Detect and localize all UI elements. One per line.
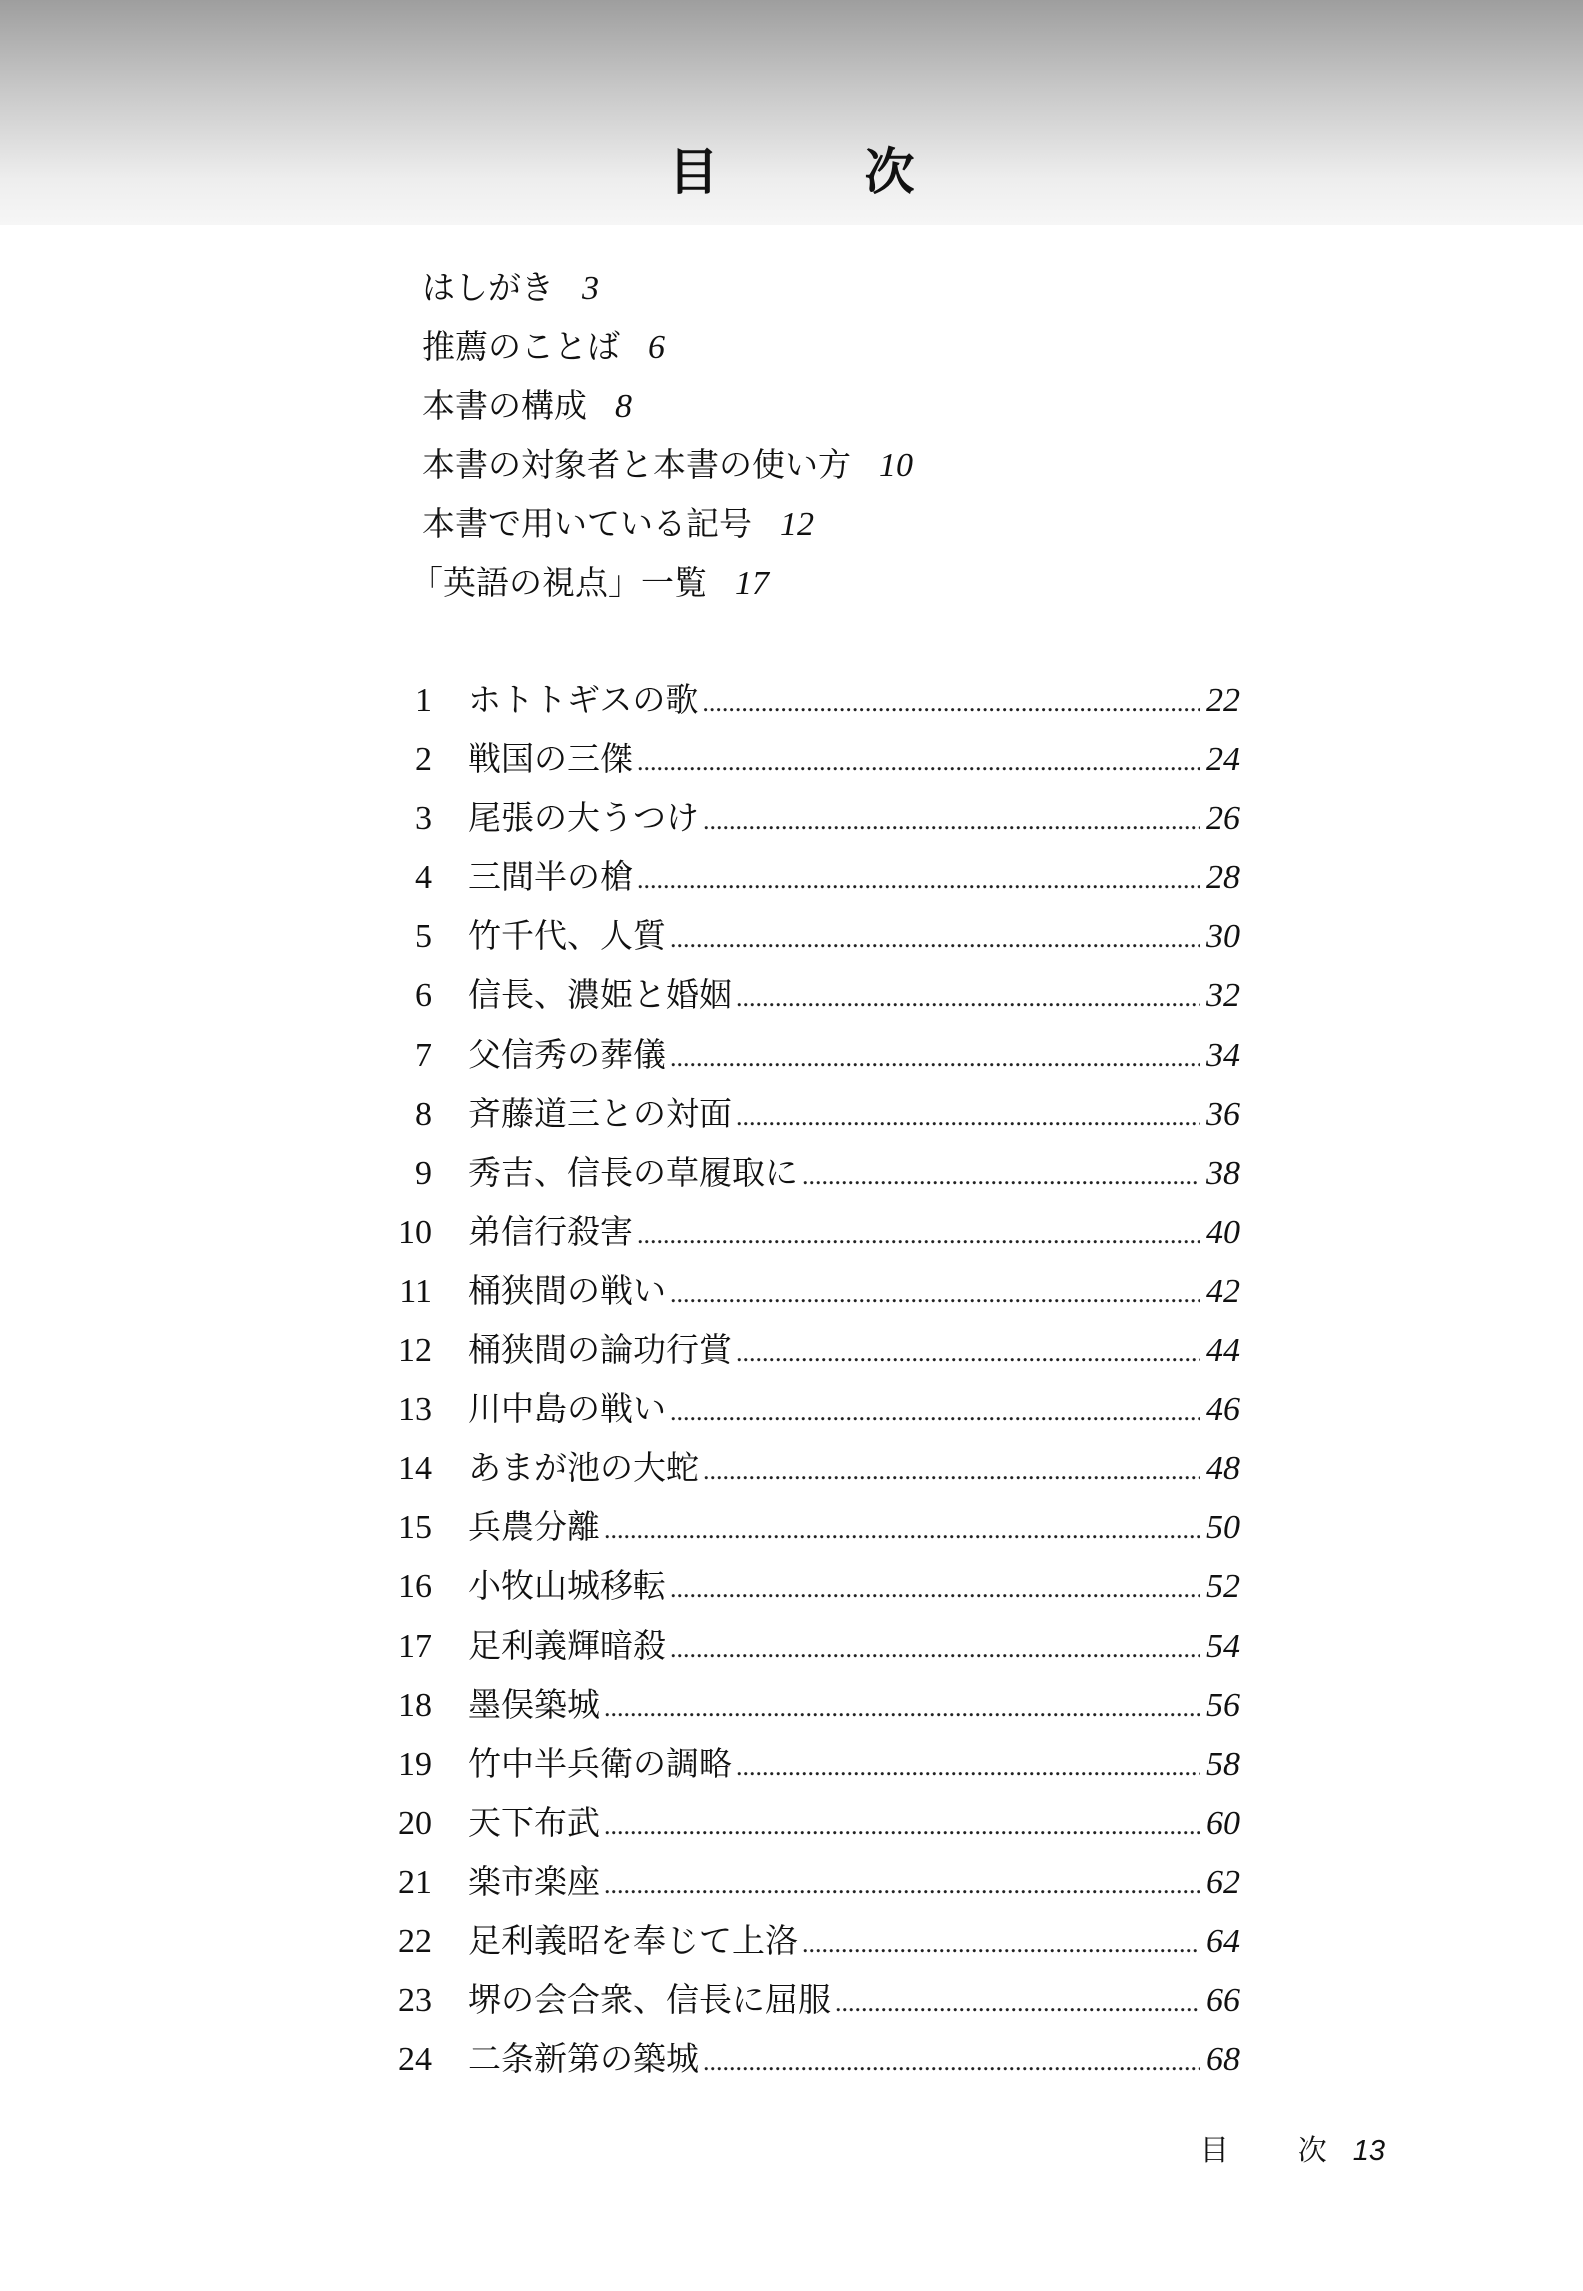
front-matter-page: 10 [879, 447, 913, 484]
toc-entry[interactable] [380, 1915, 1240, 1974]
front-matter-item[interactable] [422, 262, 913, 321]
toc-entry-title: ホトトギスの歌 [468, 680, 699, 719]
toc-dot-leader [835, 1977, 1200, 2029]
toc-list [380, 674, 1240, 2092]
toc-dot-leader [736, 1327, 1200, 1379]
toc-entry[interactable] [380, 1679, 1240, 1738]
toc-entry[interactable] [380, 733, 1240, 792]
toc-dot-leader [703, 1445, 1200, 1497]
front-matter-label: はしがき [422, 268, 554, 307]
footer-page-number: 13 [1352, 2135, 1385, 2167]
toc-entry-title: あまが池の大蛇 [468, 1448, 699, 1488]
toc-entry-number: 9 [415, 1154, 432, 1192]
toc-entry-page: 54 [1206, 1627, 1240, 1665]
toc-entry[interactable] [380, 1324, 1240, 1383]
front-matter-label: 本書の構成 [422, 386, 587, 425]
toc-entry-number: 14 [398, 1450, 432, 1488]
toc-dot-leader [702, 677, 1200, 729]
toc-entry-title: 足利義昭を奉じて上洛 [468, 1920, 798, 1960]
toc-entry-title: 戦国の三傑 [468, 739, 633, 779]
front-matter-label: 「英語の視点」一覧 [410, 563, 707, 602]
toc-entry-number: 2 [415, 741, 432, 779]
toc-entry-page: 30 [1206, 918, 1240, 956]
toc-entry[interactable] [380, 1560, 1240, 1619]
toc-entry[interactable] [380, 1974, 1240, 2033]
toc-entry-page: 26 [1206, 800, 1240, 838]
toc-entry-page: 46 [1206, 1391, 1240, 1429]
toc-entry[interactable] [380, 674, 1240, 733]
toc-entry-number: 22 [398, 1922, 432, 1960]
front-matter-label: 本書で用いている記号 [422, 504, 752, 543]
front-matter-item[interactable] [422, 380, 913, 439]
toc-entry-page: 56 [1206, 1686, 1240, 1724]
toc-entry-number: 21 [398, 1863, 432, 1901]
toc-entry-page: 38 [1206, 1154, 1240, 1192]
front-matter-label: 推薦のことば [422, 327, 620, 366]
toc-entry-title: 秀吉、信長の草履取に [468, 1152, 798, 1192]
toc-entry[interactable] [380, 2033, 1240, 2092]
toc-dot-leader [703, 795, 1200, 847]
toc-dot-leader [736, 1091, 1200, 1143]
toc-entry-number: 12 [398, 1332, 432, 1370]
toc-entry[interactable] [380, 1265, 1240, 1324]
toc-entry-page: 50 [1206, 1509, 1240, 1547]
toc-entry[interactable] [380, 1442, 1240, 1501]
front-matter-page: 12 [780, 506, 814, 543]
toc-entry-title: 天下布武 [468, 1802, 600, 1842]
toc-dot-leader [604, 1859, 1200, 1911]
toc-entry[interactable] [380, 1620, 1240, 1679]
front-matter-item[interactable] [422, 498, 913, 557]
toc-entry-title: 二条新第の築城 [468, 2039, 699, 2079]
toc-entry[interactable] [380, 1797, 1240, 1856]
toc-entry-number: 24 [398, 2041, 432, 2079]
toc-dot-leader [670, 913, 1200, 965]
front-matter-page: 8 [615, 388, 632, 425]
toc-entry-page: 64 [1206, 1922, 1240, 1960]
toc-entry-title: 桶狭間の戦い [468, 1270, 666, 1310]
toc-entry-number: 1 [415, 682, 432, 719]
toc-entry-number: 20 [398, 1804, 432, 1842]
toc-dot-leader [604, 1800, 1200, 1852]
toc-dot-leader [802, 1918, 1200, 1970]
toc-entry-title: 兵農分離 [468, 1507, 600, 1547]
toc-dot-leader [670, 1032, 1200, 1084]
toc-entry-page: 62 [1206, 1863, 1240, 1901]
toc-entry[interactable] [380, 1147, 1240, 1206]
front-matter-item[interactable] [422, 439, 913, 498]
toc-entry-page: 48 [1206, 1450, 1240, 1488]
toc-entry-page: 22 [1206, 682, 1240, 719]
toc-entry-title: 竹千代、人質 [468, 916, 666, 956]
toc-entry-title: 尾張の大うつけ [468, 798, 699, 838]
toc-dot-leader [670, 1386, 1200, 1438]
toc-entry-page: 32 [1206, 977, 1240, 1015]
toc-entry[interactable] [380, 851, 1240, 910]
toc-dot-leader [637, 736, 1200, 788]
toc-entry[interactable] [380, 1738, 1240, 1797]
footer-label: 目 次 [1199, 2133, 1347, 2167]
toc-dot-leader [637, 1209, 1200, 1261]
toc-entry-title: 斉藤道三との対面 [468, 1093, 732, 1133]
toc-dot-leader [604, 1504, 1200, 1556]
toc-entry-page: 58 [1206, 1745, 1240, 1783]
toc-entry-title: 父信秀の葬儀 [468, 1034, 666, 1074]
toc-entry-number: 10 [398, 1213, 432, 1251]
front-matter-page: 6 [648, 329, 665, 366]
toc-entry-number: 3 [415, 800, 432, 838]
toc-entry-page: 34 [1206, 1036, 1240, 1074]
toc-entry-page: 40 [1206, 1213, 1240, 1251]
toc-entry-number: 4 [415, 859, 432, 897]
toc-entry-title: 川中島の戦い [468, 1389, 666, 1429]
front-matter-page: 17 [735, 565, 769, 602]
toc-entry-number: 11 [399, 1272, 432, 1310]
toc-entry-page: 24 [1206, 741, 1240, 779]
toc-entry-page: 42 [1206, 1272, 1240, 1310]
toc-entry-number: 18 [398, 1686, 432, 1724]
toc-entry-page: 28 [1206, 859, 1240, 897]
page-title: 目 次 [668, 142, 963, 201]
toc-entry[interactable] [380, 1856, 1240, 1915]
toc-entry-number: 5 [415, 918, 432, 956]
toc-entry-page: 60 [1206, 1804, 1240, 1842]
toc-entry-page: 52 [1206, 1568, 1240, 1606]
toc-entry-page: 36 [1206, 1095, 1240, 1133]
toc-dot-leader [703, 2036, 1200, 2088]
toc-entry[interactable] [380, 910, 1240, 969]
front-matter-list [410, 262, 913, 616]
front-matter-item[interactable] [422, 321, 913, 380]
toc-entry-title: 小牧山城移転 [468, 1566, 666, 1606]
front-matter-label: 本書の対象者と本書の使い方 [422, 445, 851, 484]
toc-entry-number: 8 [415, 1095, 432, 1133]
toc-entry[interactable] [380, 792, 1240, 851]
toc-entry-title: 竹中半兵衛の調略 [468, 1743, 732, 1783]
toc-entry[interactable] [380, 1029, 1240, 1088]
toc-entry-title: 墨俣築城 [468, 1684, 600, 1724]
toc-entry-title: 信長、濃姫と婚姻 [468, 975, 732, 1015]
toc-entry-number: 7 [415, 1036, 432, 1074]
toc-entry-number: 6 [415, 977, 432, 1015]
toc-entry-page: 66 [1206, 1982, 1240, 2020]
toc-entry-title: 三間半の槍 [468, 857, 633, 897]
toc-entry-number: 16 [398, 1568, 432, 1606]
toc-entry-title: 足利義輝暗殺 [468, 1625, 666, 1665]
page-footer [1200, 2128, 1385, 2169]
toc-entry[interactable] [380, 1088, 1240, 1147]
toc-dot-leader [670, 1563, 1200, 1615]
front-matter-item[interactable] [410, 557, 913, 616]
toc-entry-number: 13 [398, 1391, 432, 1429]
toc-entry-number: 15 [398, 1509, 432, 1547]
toc-dot-leader [637, 854, 1200, 906]
toc-dot-leader [802, 1150, 1200, 1202]
toc-dot-leader [670, 1623, 1200, 1675]
toc-entry-number: 17 [398, 1627, 432, 1665]
toc-entry[interactable] [380, 969, 1240, 1028]
front-matter-page: 3 [582, 270, 599, 307]
toc-dot-leader [670, 1268, 1200, 1320]
toc-entry[interactable] [380, 1501, 1240, 1560]
toc-dot-leader [736, 1741, 1200, 1793]
toc-entry-number: 19 [398, 1745, 432, 1783]
toc-entry[interactable] [380, 1206, 1240, 1265]
toc-dot-leader [604, 1682, 1200, 1734]
toc-dot-leader [736, 972, 1200, 1024]
toc-entry-page: 68 [1206, 2041, 1240, 2079]
toc-entry[interactable] [380, 1383, 1240, 1442]
toc-entry-title: 弟信行殺害 [468, 1211, 633, 1251]
toc-entry-number: 23 [398, 1982, 432, 2020]
toc-entry-page: 44 [1206, 1332, 1240, 1370]
toc-entry-title: 堺の会合衆、信長に屈服 [468, 1980, 831, 2020]
toc-entry-title: 桶狭間の論功行賞 [468, 1330, 732, 1370]
toc-entry-title: 楽市楽座 [468, 1861, 600, 1901]
